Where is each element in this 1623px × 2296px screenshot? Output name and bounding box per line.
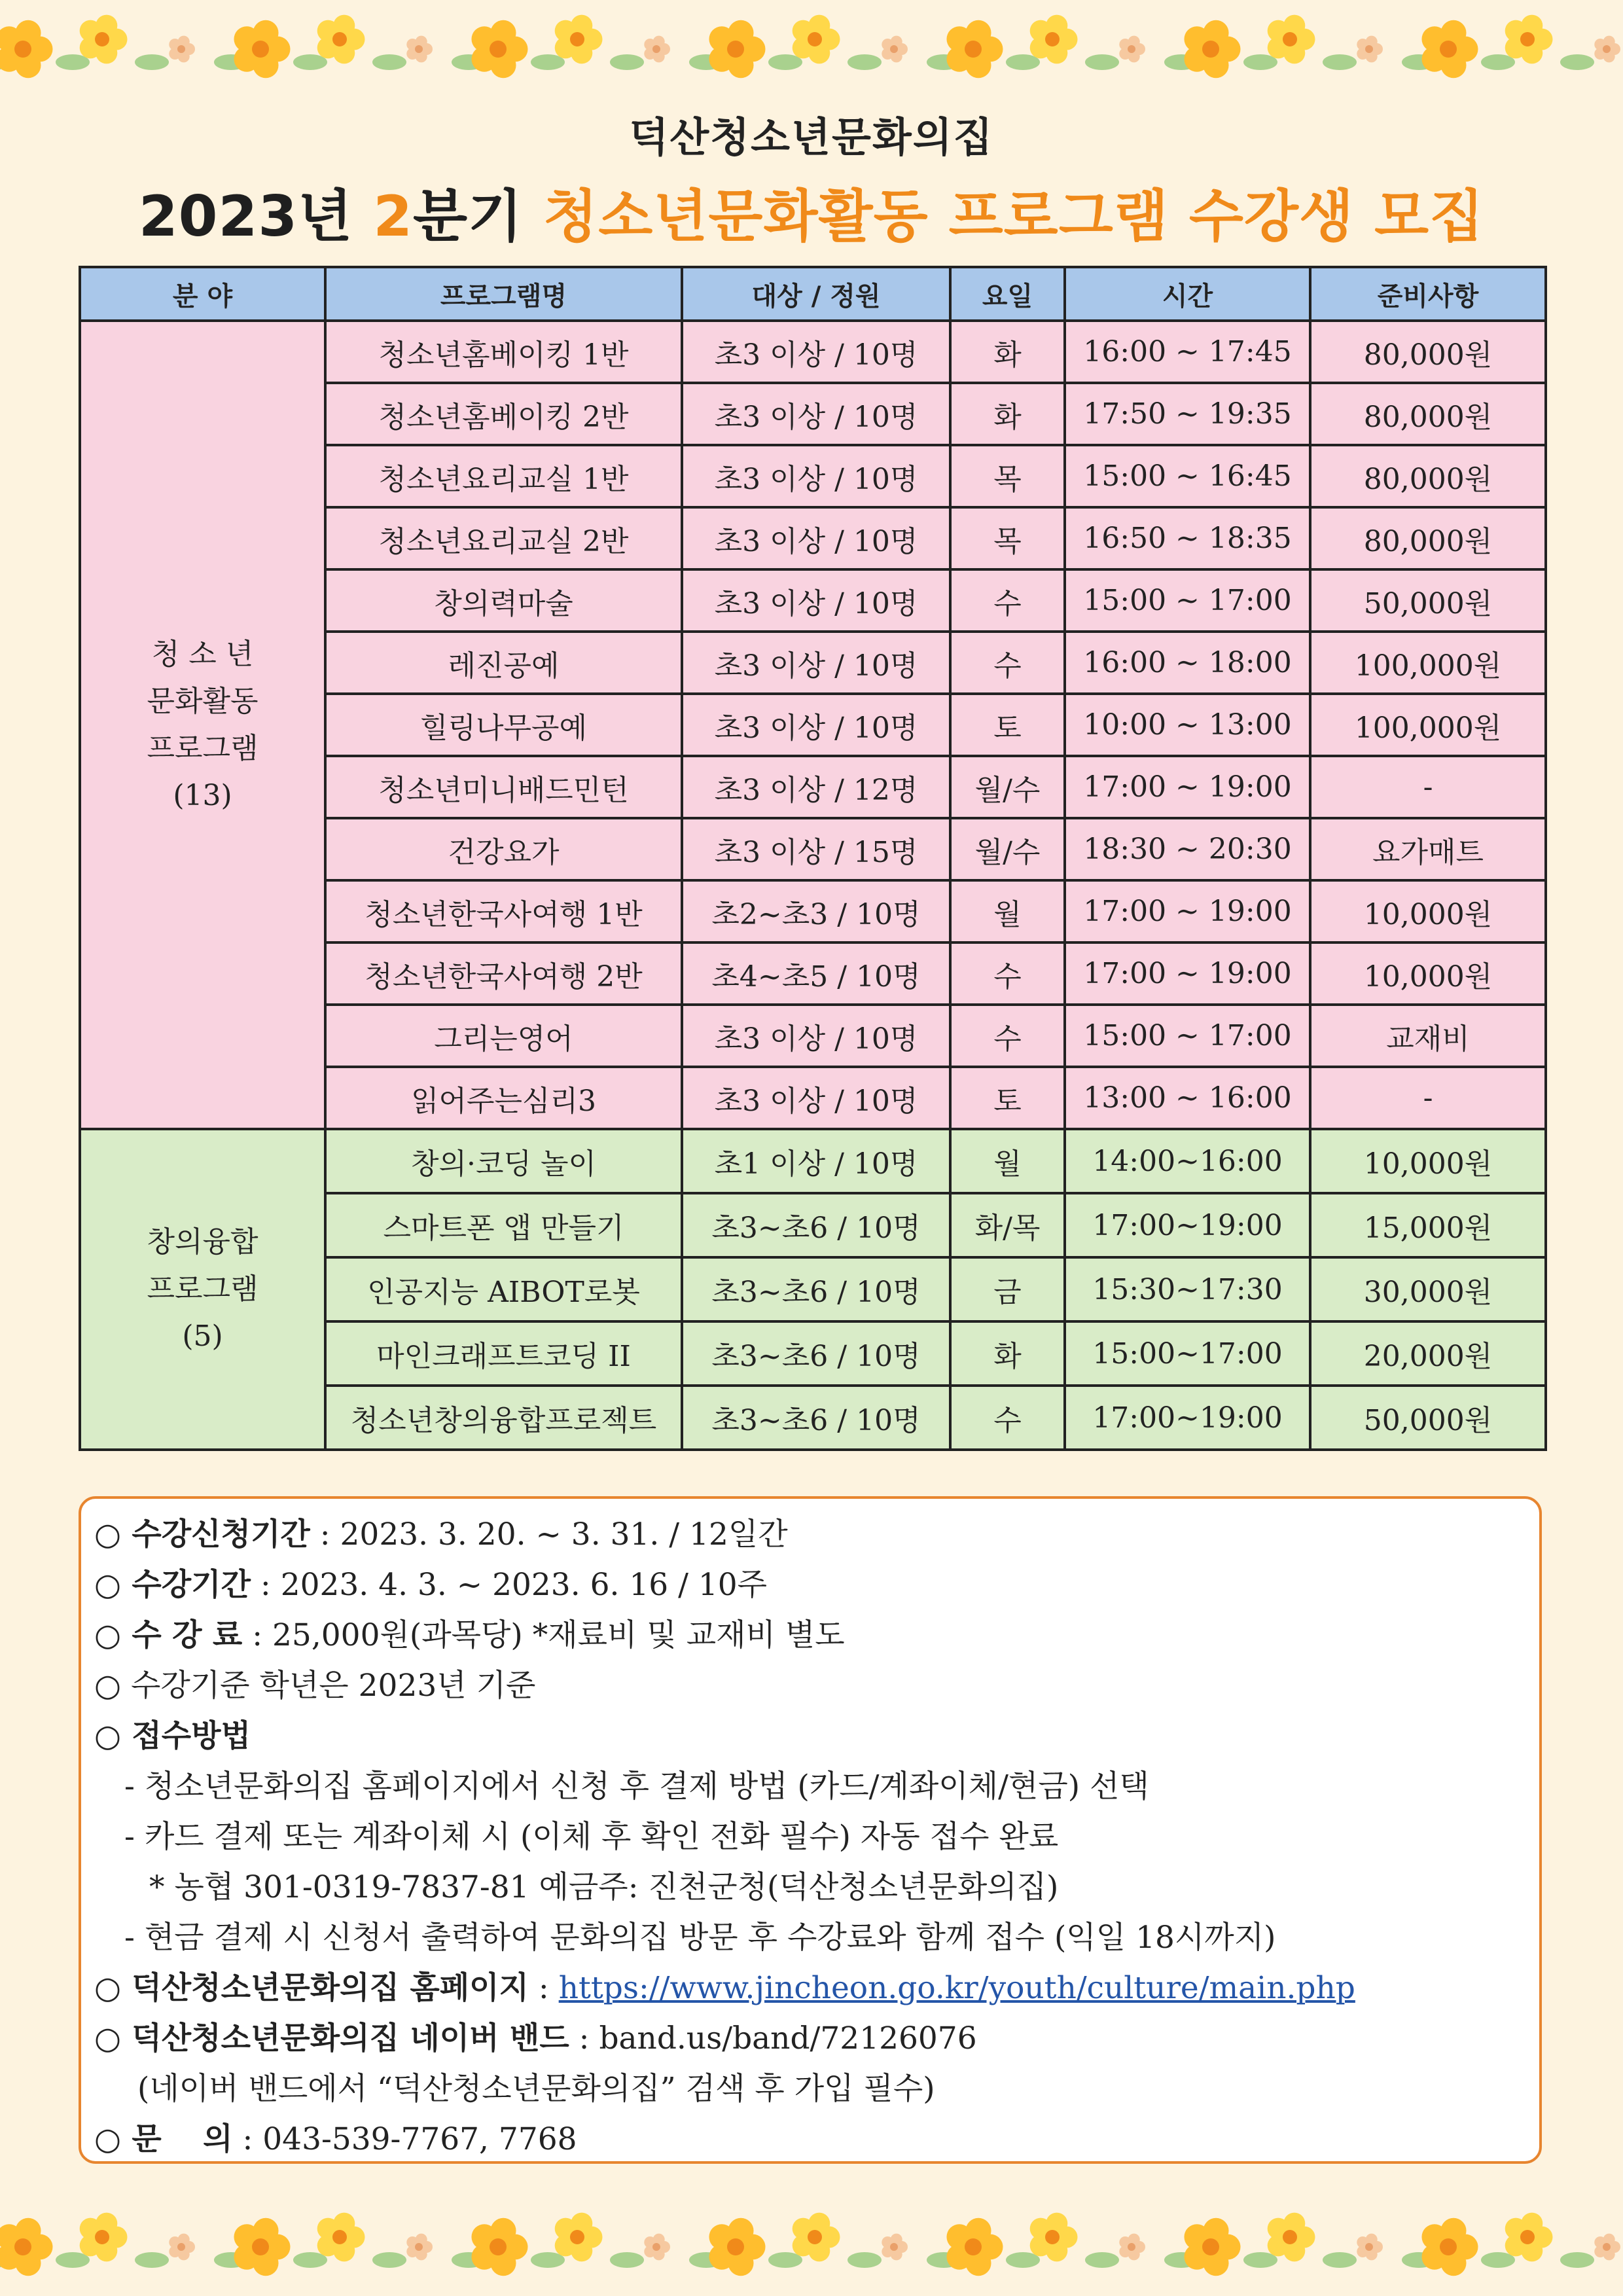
time-cell: 13:00 ~ 16:00 [1065, 1067, 1310, 1129]
flower-border-top [0, 0, 1623, 98]
flower-center-icon [252, 41, 269, 58]
target-capacity-cell: 초3 이상 / 10명 [682, 1067, 950, 1129]
table-header-row [80, 267, 1546, 321]
leaf-icon [1560, 2252, 1594, 2268]
supplies-cell: - [1310, 756, 1546, 818]
time-cell: 16:00 ~ 18:00 [1065, 632, 1310, 694]
flower-center-icon [808, 32, 822, 46]
program-name-cell: 청소년한국사여행 1반 [325, 880, 682, 942]
program-name-cell: 창의력마술 [325, 569, 682, 632]
title-quarter-number: 2 [373, 184, 414, 249]
flower-center-icon [14, 2238, 31, 2255]
flower-center-icon [332, 32, 347, 46]
column-header: 대상 / 정원 [682, 267, 950, 321]
leaf-icon [847, 2252, 882, 2268]
supplies-cell: 교재비 [1310, 1005, 1546, 1067]
flower-center-icon [652, 2243, 660, 2251]
target-capacity-cell: 초3 이상 / 12명 [682, 756, 950, 818]
flower-center-icon [415, 45, 423, 53]
flower-center-icon [1202, 2238, 1219, 2255]
info-separator: : [528, 1970, 559, 2006]
flower-center-icon [177, 45, 185, 53]
program-name-cell: 읽어주는심리3 [325, 1067, 682, 1129]
category-line: 프로그램 [147, 731, 259, 765]
flower-center-icon [890, 2243, 898, 2251]
day-cell: 토 [950, 1067, 1065, 1129]
info-method-item: - 현금 결제 시 신청서 출력하여 문화의집 방문 후 수강료와 함께 접수 (익일 18시까지) [124, 1920, 1276, 1956]
title-year: 2023년 [138, 184, 374, 249]
category-cell [80, 1129, 325, 1450]
info-label: ○ 접수방법 [94, 1718, 251, 1754]
info-fee [94, 1610, 1539, 1660]
day-cell: 월/수 [950, 818, 1065, 880]
supplies-cell: - [1310, 1067, 1546, 1129]
flower-center-icon [890, 45, 898, 53]
target-capacity-cell: 초3 이상 / 10명 [682, 569, 950, 632]
flower-center-icon [965, 2238, 982, 2255]
column-header: 시간 [1065, 267, 1310, 321]
day-cell: 수 [950, 1386, 1065, 1450]
info-homepage [94, 1963, 1539, 2013]
info-label: ○ 문 의 [94, 2121, 233, 2157]
target-capacity-cell: 초1 이상 / 10명 [682, 1129, 950, 1193]
title-block [0, 105, 1623, 252]
day-cell: 금 [950, 1257, 1065, 1321]
day-cell: 화/목 [950, 1193, 1065, 1257]
table-row [80, 321, 1546, 383]
column-header: 분 야 [80, 267, 325, 321]
info-method-heading [94, 1711, 1539, 1761]
target-capacity-cell: 초3~초6 / 10명 [682, 1193, 950, 1257]
program-name-cell: 마인크래프트코딩 II [325, 1321, 682, 1386]
time-cell: 15:00 ~ 17:00 [1065, 569, 1310, 632]
program-name-cell: 청소년요리교실 1반 [325, 445, 682, 507]
supplies-cell: 100,000원 [1310, 632, 1546, 694]
target-capacity-cell: 초3~초6 / 10명 [682, 1386, 950, 1450]
category-cell [80, 321, 325, 1129]
time-cell: 18:30 ~ 20:30 [1065, 818, 1310, 880]
day-cell: 수 [950, 632, 1065, 694]
time-cell: 15:30~17:30 [1065, 1257, 1310, 1321]
day-cell: 목 [950, 445, 1065, 507]
info-label: ○ 덕산청소년문화의집 홈페이지 [94, 1970, 529, 2006]
column-header: 요일 [950, 267, 1065, 321]
time-cell: 14:00~16:00 [1065, 1129, 1310, 1193]
target-capacity-cell: 초3 이상 / 15명 [682, 818, 950, 880]
info-label: ○ 수강기간 [94, 1567, 251, 1603]
day-cell: 수 [950, 942, 1065, 1005]
day-cell: 수 [950, 1005, 1065, 1067]
program-name-cell: 그리는영어 [325, 1005, 682, 1067]
category-line: (13) [173, 778, 232, 812]
supplies-cell: 10,000원 [1310, 1129, 1546, 1193]
time-cell: 17:00~19:00 [1065, 1386, 1310, 1450]
flower-center-icon [1440, 2238, 1457, 2255]
info-value: : band.us/band/72126076 [569, 2020, 977, 2056]
leaf-icon [135, 2252, 169, 2268]
time-cell: 16:50 ~ 18:35 [1065, 507, 1310, 569]
target-capacity-cell: 초3 이상 / 10명 [682, 321, 950, 383]
category-line: 창의융합 [147, 1225, 259, 1259]
flower-border-bottom [0, 2198, 1623, 2296]
column-header: 준비사항 [1310, 267, 1546, 321]
day-cell: 목 [950, 507, 1065, 569]
flower-center-icon [1128, 45, 1135, 53]
supplies-cell: 30,000원 [1310, 1257, 1546, 1321]
supplies-cell: 10,000원 [1310, 880, 1546, 942]
program-name-cell: 힐링나무공예 [325, 694, 682, 756]
flower-center-icon [1202, 41, 1219, 58]
time-cell: 17:00 ~ 19:00 [1065, 942, 1310, 1005]
title-program-name: 청소년문화활동 프로그램 수강생 모집 [543, 184, 1485, 249]
flower-center-icon [570, 32, 584, 46]
leaf-icon [1560, 54, 1594, 70]
info-bank-account: * 농협 301-0319-7837-81 예금주: 진천군청(덕산청소년문화의집) [149, 1869, 1059, 1905]
target-capacity-cell: 초3~초6 / 10명 [682, 1321, 950, 1386]
program-name-cell: 청소년한국사여행 2반 [325, 942, 682, 1005]
program-name-cell: 청소년홈베이킹 2반 [325, 383, 682, 445]
time-cell: 16:00 ~ 17:45 [1065, 321, 1310, 383]
flower-center-icon [490, 2238, 507, 2255]
flower-center-icon [1128, 2243, 1135, 2251]
info-value: : 043-539-7767, 7768 [232, 2121, 577, 2157]
page-title [0, 171, 1623, 252]
leaf-icon [135, 54, 169, 70]
target-capacity-cell: 초3 이상 / 10명 [682, 383, 950, 445]
time-cell: 15:00 ~ 16:45 [1065, 445, 1310, 507]
target-capacity-cell: 초3 이상 / 10명 [682, 632, 950, 694]
flower-center-icon [177, 2243, 185, 2251]
flower-center-icon [95, 32, 109, 46]
info-course-period [94, 1560, 1539, 1610]
info-contact [94, 2114, 1539, 2164]
info-value: : 2023. 4. 3. ~ 2023. 6. 16 / 10주 [250, 1567, 768, 1603]
column-header: 프로그램명 [325, 267, 682, 321]
flower-center-icon [1283, 32, 1297, 46]
supplies-cell: 20,000원 [1310, 1321, 1546, 1386]
supplies-cell: 100,000원 [1310, 694, 1546, 756]
program-name-cell: 스마트폰 앱 만들기 [325, 1193, 682, 1257]
flower-center-icon [490, 41, 507, 58]
category-line: 청 소 년 [151, 637, 254, 671]
day-cell: 월 [950, 1129, 1065, 1193]
title-quarter-word: 분기 [413, 184, 544, 249]
program-name-cell: 건강요가 [325, 818, 682, 880]
info-value: : 25,000원(과목당) *재료비 및 교재비 별도 [242, 1617, 845, 1653]
flower-center-icon [1440, 41, 1457, 58]
supplies-cell: 80,000원 [1310, 507, 1546, 569]
target-capacity-cell: 초2~초3 / 10명 [682, 880, 950, 942]
flower-center-icon [1045, 32, 1060, 46]
leaf-icon [1323, 2252, 1357, 2268]
flower-center-icon [727, 41, 744, 58]
program-schedule-table [79, 266, 1547, 1451]
info-label: ○ 덕산청소년문화의집 네이버 밴드 [94, 2020, 569, 2056]
category-line: 프로그램 [147, 1272, 259, 1306]
time-cell: 17:00 ~ 19:00 [1065, 880, 1310, 942]
time-cell: 10:00 ~ 13:00 [1065, 694, 1310, 756]
program-name-cell: 청소년홈베이킹 1반 [325, 321, 682, 383]
leaf-icon [1085, 2252, 1119, 2268]
flower-center-icon [808, 2230, 822, 2244]
flower-center-icon [965, 41, 982, 58]
supplies-cell: 50,000원 [1310, 569, 1546, 632]
info-band-note: (네이버 밴드에서 “덕산청소년문화의집” 검색 후 가입 필수) [137, 2071, 935, 2107]
category-line: 문화활동 [147, 684, 259, 718]
info-label: ○ 수 강 료 [94, 1617, 243, 1653]
program-name-cell: 인공지능 AIBOT로봇 [325, 1257, 682, 1321]
time-cell: 15:00~17:00 [1065, 1321, 1310, 1386]
leaf-icon [847, 54, 882, 70]
target-capacity-cell: 초4~초5 / 10명 [682, 942, 950, 1005]
target-capacity-cell: 초3~초6 / 10명 [682, 1257, 950, 1321]
flower-center-icon [14, 41, 31, 58]
flower-center-icon [1520, 32, 1535, 46]
day-cell: 수 [950, 569, 1065, 632]
supplies-cell: 80,000원 [1310, 321, 1546, 383]
supplies-cell: 50,000원 [1310, 1386, 1546, 1450]
program-name-cell: 청소년요리교실 2반 [325, 507, 682, 569]
table-body [80, 321, 1546, 1450]
flower-center-icon [1603, 2243, 1611, 2251]
flower-center-icon [252, 2238, 269, 2255]
leaf-icon [372, 2252, 406, 2268]
time-cell: 17:00~19:00 [1065, 1193, 1310, 1257]
day-cell: 화 [950, 383, 1065, 445]
homepage-link[interactable]: https://www.jincheon.go.kr/youth/culture/main.php [558, 1970, 1355, 2006]
flower-center-icon [652, 45, 660, 53]
flower-center-icon [1365, 2243, 1373, 2251]
target-capacity-cell: 초3 이상 / 10명 [682, 445, 950, 507]
info-box [79, 1496, 1542, 2164]
program-name-cell: 창의·코딩 놀이 [325, 1129, 682, 1193]
leaf-icon [1323, 54, 1357, 70]
flower-center-icon [332, 2230, 347, 2244]
flower-center-icon [570, 2230, 584, 2244]
time-cell: 17:50 ~ 19:35 [1065, 383, 1310, 445]
day-cell: 토 [950, 694, 1065, 756]
leaf-icon [610, 54, 644, 70]
program-name-cell: 레진공예 [325, 632, 682, 694]
category-line: (5) [182, 1319, 223, 1353]
supplies-cell: 요가매트 [1310, 818, 1546, 880]
supplies-cell: 15,000원 [1310, 1193, 1546, 1257]
leaf-icon [610, 2252, 644, 2268]
flower-center-icon [727, 2238, 744, 2255]
info-application-period [94, 1509, 1539, 1560]
info-label: ○ 수강신청기간 [94, 1516, 310, 1552]
day-cell: 월/수 [950, 756, 1065, 818]
flower-center-icon [1603, 45, 1611, 53]
supplies-cell: 80,000원 [1310, 383, 1546, 445]
supplies-cell: 80,000원 [1310, 445, 1546, 507]
leaf-icon [1085, 54, 1119, 70]
day-cell: 화 [950, 1321, 1065, 1386]
target-capacity-cell: 초3 이상 / 10명 [682, 507, 950, 569]
org-title: 덕산청소년문화의집 [629, 113, 994, 161]
info-naver-band [94, 2013, 1539, 2064]
flower-center-icon [1365, 45, 1373, 53]
program-name-cell: 청소년미니배드민턴 [325, 756, 682, 818]
info-method-item: - 청소년문화의집 홈페이지에서 신청 후 결제 방법 (카드/계좌이체/현금) 선택 [124, 1768, 1149, 1804]
time-cell: 17:00 ~ 19:00 [1065, 756, 1310, 818]
flower-center-icon [1520, 2230, 1535, 2244]
leaf-icon [372, 54, 406, 70]
info-value: : 2023. 3. 20. ~ 3. 31. / 12일간 [310, 1516, 788, 1552]
info-method-item: - 카드 결제 또는 계좌이체 시 (이체 후 확인 전화 필수) 자동 접수 완료 [124, 1819, 1059, 1855]
flower-center-icon [415, 2243, 423, 2251]
time-cell: 15:00 ~ 17:00 [1065, 1005, 1310, 1067]
info-grade-note: ○ 수강기준 학년은 2023년 기준 [94, 1668, 536, 1704]
flower-center-icon [1045, 2230, 1060, 2244]
flower-center-icon [1283, 2230, 1297, 2244]
supplies-cell: 10,000원 [1310, 942, 1546, 1005]
flower-center-icon [95, 2230, 109, 2244]
day-cell: 월 [950, 880, 1065, 942]
target-capacity-cell: 초3 이상 / 10명 [682, 1005, 950, 1067]
target-capacity-cell: 초3 이상 / 10명 [682, 694, 950, 756]
table-row [80, 1129, 1546, 1193]
day-cell: 화 [950, 321, 1065, 383]
program-name-cell: 청소년창의융합프로젝트 [325, 1386, 682, 1450]
